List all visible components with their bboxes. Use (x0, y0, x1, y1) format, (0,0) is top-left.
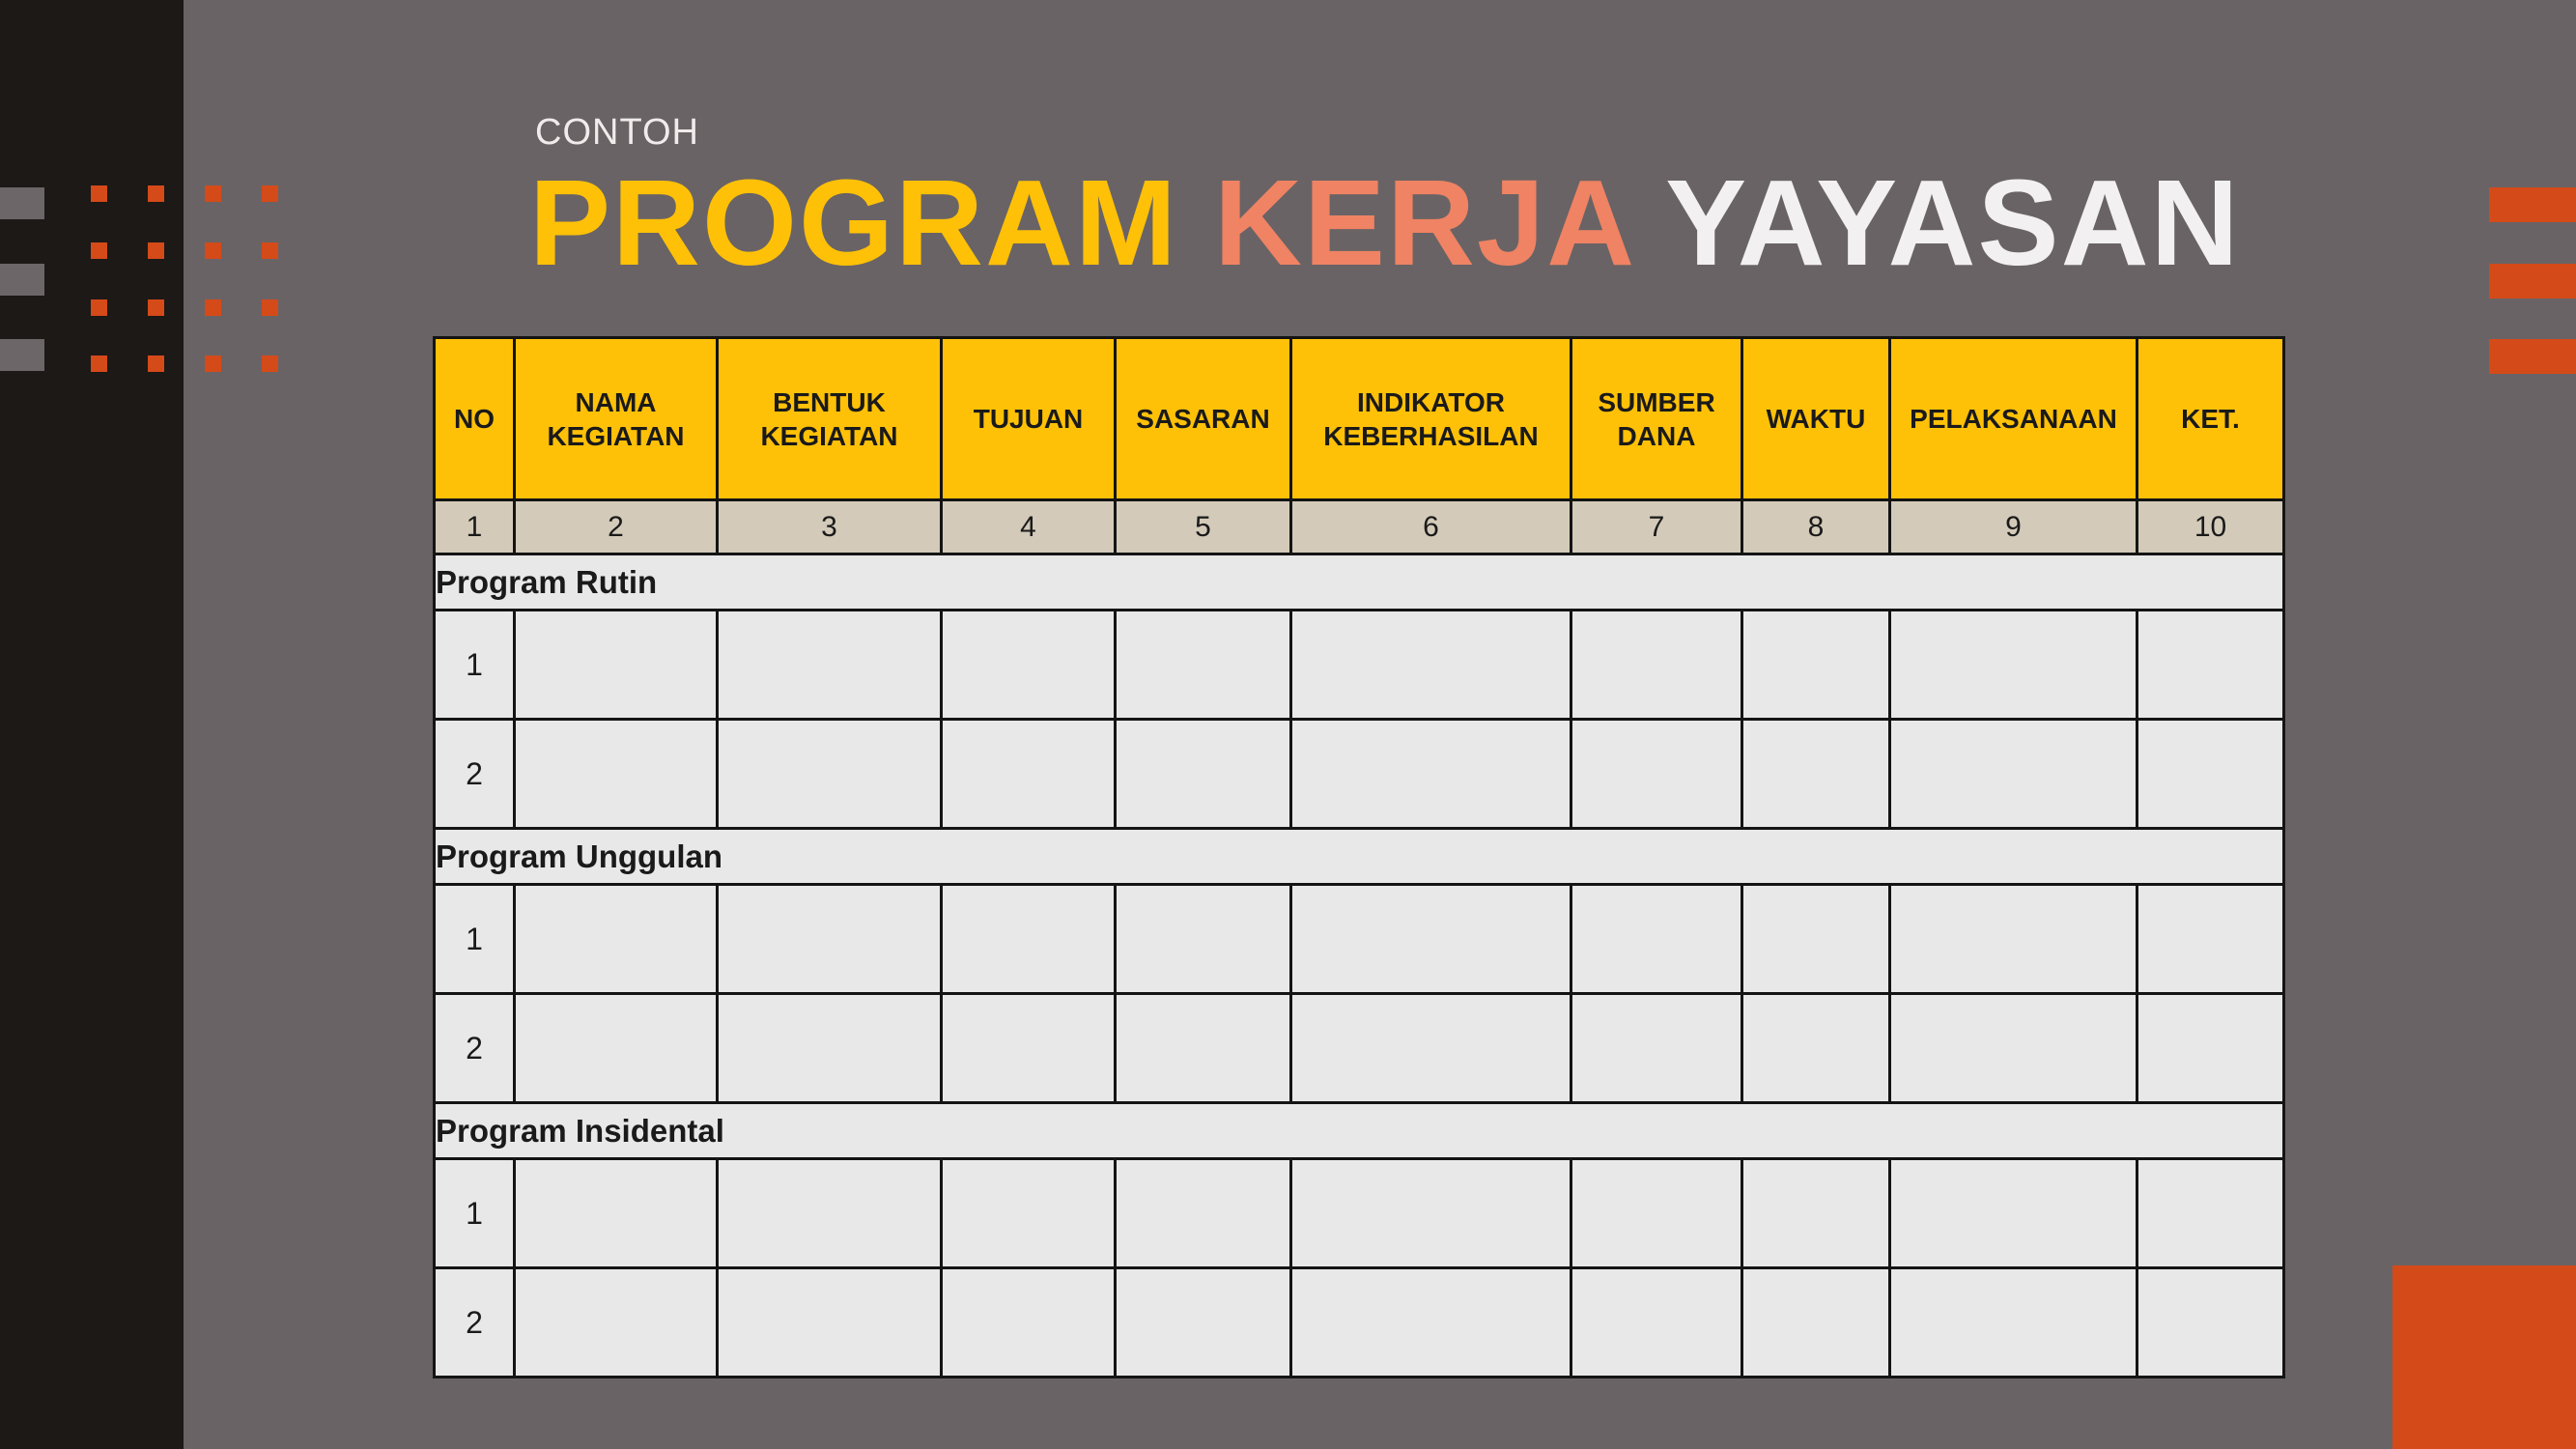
cell-indikator[interactable] (1291, 1268, 1571, 1378)
header-label: SUMBER DANA (1598, 386, 1715, 451)
cell-waktu[interactable] (1742, 1268, 1890, 1378)
cell-pelaksanaan[interactable] (1890, 1159, 2137, 1268)
cell-sumber-dana[interactable] (1571, 720, 1742, 829)
dot (205, 299, 221, 316)
cell-tujuan[interactable] (942, 885, 1116, 994)
row-number: 1 (435, 1159, 515, 1268)
cell-bentuk-kegiatan[interactable] (718, 720, 942, 829)
table-row (435, 994, 2284, 1103)
header-label: BENTUK KEGIATAN (760, 386, 898, 451)
cell-ket[interactable] (2137, 885, 2284, 994)
cell-sasaran[interactable] (1116, 611, 1291, 720)
cell-waktu[interactable] (1742, 720, 1890, 829)
dot (262, 242, 278, 259)
cell-tujuan[interactable] (942, 611, 1116, 720)
dot (91, 185, 107, 202)
cell-sasaran[interactable] (1116, 994, 1291, 1103)
dot (262, 185, 278, 202)
header-pelaksanaan: PELAKSANAAN (1890, 338, 2137, 500)
dot (262, 299, 278, 316)
dot (205, 355, 221, 372)
cell-tujuan[interactable] (942, 720, 1116, 829)
column-number: 7 (1571, 500, 1742, 554)
cell-waktu[interactable] (1742, 611, 1890, 720)
dot (148, 299, 164, 316)
cell-indikator[interactable] (1291, 994, 1571, 1103)
header-no: NO (435, 338, 515, 500)
cell-sumber-dana[interactable] (1571, 885, 1742, 994)
cell-nama-kegiatan[interactable] (515, 1268, 718, 1378)
cell-pelaksanaan[interactable] (1890, 885, 2137, 994)
table-row (435, 720, 2284, 829)
orange-bar (2489, 339, 2576, 374)
cell-indikator[interactable] (1291, 1159, 1571, 1268)
cell-nama-kegiatan[interactable] (515, 885, 718, 994)
column-number: 2 (515, 500, 718, 554)
header-tujuan: TUJUAN (942, 338, 1116, 500)
column-number: 9 (1890, 500, 2137, 554)
dot (148, 355, 164, 372)
title-word-kerja: KERJA (1214, 155, 1632, 291)
row-number: 1 (435, 611, 515, 720)
cell-indikator[interactable] (1291, 720, 1571, 829)
cell-waktu[interactable] (1742, 1159, 1890, 1268)
cell-sumber-dana[interactable] (1571, 1268, 1742, 1378)
table-row (435, 1268, 2284, 1378)
orange-bar (2489, 187, 2576, 222)
header-ket: KET. (2137, 338, 2284, 500)
cell-nama-kegiatan[interactable] (515, 611, 718, 720)
title-word-yayasan: YAYASAN (1665, 155, 2241, 291)
cell-indikator[interactable] (1291, 611, 1571, 720)
cell-ket[interactable] (2137, 611, 2284, 720)
dot (205, 185, 221, 202)
header-indikator-keberhasilan (1291, 338, 1571, 500)
cell-nama-kegiatan[interactable] (515, 994, 718, 1103)
cell-sasaran[interactable] (1116, 885, 1291, 994)
header-label: INDIKATOR KEBERHASILAN (1323, 386, 1539, 451)
header-nama-kegiatan (515, 338, 718, 500)
cell-indikator[interactable] (1291, 885, 1571, 994)
section-label: Program Unggulan (435, 829, 2284, 885)
column-number: 10 (2137, 500, 2284, 554)
header-sasaran: SASARAN (1116, 338, 1291, 500)
cell-ket[interactable] (2137, 1159, 2284, 1268)
dot (148, 185, 164, 202)
section-label: Program Rutin (435, 554, 2284, 611)
cell-bentuk-kegiatan[interactable] (718, 994, 942, 1103)
column-number: 1 (435, 500, 515, 554)
gray-bar (0, 339, 44, 371)
dot (91, 299, 107, 316)
row-number: 2 (435, 720, 515, 829)
table-row (435, 1159, 2284, 1268)
gray-bar (0, 187, 44, 219)
cell-sasaran[interactable] (1116, 1159, 1291, 1268)
table-row (435, 885, 2284, 994)
subtitle: CONTOH (535, 112, 699, 153)
column-number: 6 (1291, 500, 1571, 554)
cell-nama-kegiatan[interactable] (515, 1159, 718, 1268)
cell-ket[interactable] (2137, 994, 2284, 1103)
section-row-program-rutin (435, 554, 2284, 611)
column-number: 3 (718, 500, 942, 554)
cell-waktu[interactable] (1742, 885, 1890, 994)
row-number: 2 (435, 1268, 515, 1378)
cell-tujuan[interactable] (942, 1268, 1116, 1378)
cell-ket[interactable] (2137, 720, 2284, 829)
column-number: 4 (942, 500, 1116, 554)
cell-pelaksanaan[interactable] (1890, 720, 2137, 829)
section-row-program-insidental (435, 1103, 2284, 1159)
cell-sumber-dana[interactable] (1571, 1159, 1742, 1268)
page-title (529, 156, 2241, 291)
cell-waktu[interactable] (1742, 994, 1890, 1103)
section-row-program-unggulan (435, 829, 2284, 885)
cell-bentuk-kegiatan[interactable] (718, 611, 942, 720)
column-number-row (435, 500, 2284, 554)
row-number: 2 (435, 994, 515, 1103)
orange-bar (2489, 264, 2576, 298)
table-row (435, 611, 2284, 720)
cell-pelaksanaan[interactable] (1890, 1268, 2137, 1378)
cell-sasaran[interactable] (1116, 1268, 1291, 1378)
cell-bentuk-kegiatan[interactable] (718, 885, 942, 994)
dot (91, 242, 107, 259)
dot (205, 242, 221, 259)
cell-bentuk-kegiatan[interactable] (718, 1268, 942, 1378)
cell-bentuk-kegiatan[interactable] (718, 1159, 942, 1268)
cell-sumber-dana[interactable] (1571, 611, 1742, 720)
header-bentuk-kegiatan (718, 338, 942, 500)
dot (91, 355, 107, 372)
header-waktu: WAKTU (1742, 338, 1890, 500)
title-word-program: PROGRAM (529, 155, 1178, 291)
program-table (433, 336, 2285, 1378)
decor-orange-block (2392, 1265, 2576, 1449)
header-label: NAMA KEGIATAN (547, 386, 685, 451)
dot (262, 355, 278, 372)
cell-sasaran[interactable] (1116, 720, 1291, 829)
dot (148, 242, 164, 259)
cell-tujuan[interactable] (942, 1159, 1116, 1268)
gray-bar (0, 264, 44, 296)
section-label: Program Insidental (435, 1103, 2284, 1159)
cell-nama-kegiatan[interactable] (515, 720, 718, 829)
column-number: 5 (1116, 500, 1291, 554)
cell-pelaksanaan[interactable] (1890, 611, 2137, 720)
column-number: 8 (1742, 500, 1890, 554)
cell-sumber-dana[interactable] (1571, 994, 1742, 1103)
cell-ket[interactable] (2137, 1268, 2284, 1378)
header-sumber-dana (1571, 338, 1742, 500)
row-number: 1 (435, 885, 515, 994)
header-row (435, 338, 2284, 500)
cell-pelaksanaan[interactable] (1890, 994, 2137, 1103)
cell-tujuan[interactable] (942, 994, 1116, 1103)
